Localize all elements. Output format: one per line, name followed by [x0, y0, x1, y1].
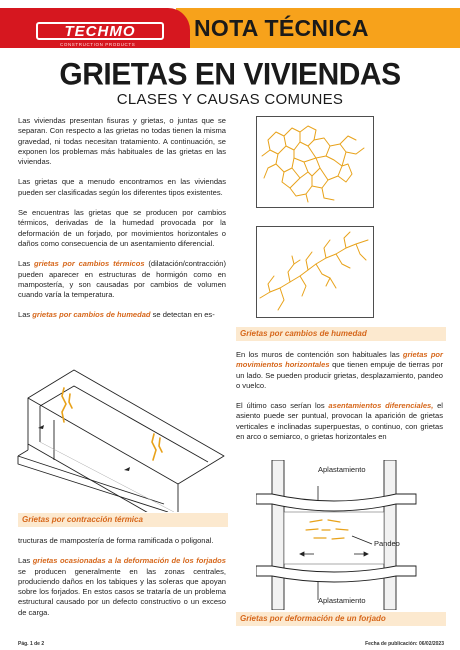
paragraph-intro: Las viviendas presentan fisuras y grietas, o juntas que se separan. Con respecto a las grietas no todas tienen la misma gravedad, ni todas necesitan tratamiento. A continuación, se exponen los problemas más habituales de las grietas en las viviendas. — [18, 116, 226, 167]
left-column-continued — [18, 536, 226, 628]
label-crushing-top: Aplastamiento — [318, 465, 366, 474]
page-subtitle: CLASES Y CAUSAS COMUNES — [116, 91, 344, 108]
header-band — [176, 8, 460, 48]
text-run: En los muros de contención son habituales las — [236, 350, 403, 359]
text-run: Las — [18, 310, 33, 320]
logo-tagline: CONSTRUCTION PRODUCTS — [60, 42, 136, 47]
paragraph-humidity — [18, 310, 226, 320]
logo-text: TECHMO — [64, 22, 136, 40]
text-run: (dilatación/contracción) pueden aparecer en estructuras de hormigón como en mampostería, y son causadas por cambios de volumen cuando varía la temperatura. — [18, 259, 226, 300]
caption-slab: Grietas por deformación de un forjado — [236, 612, 446, 626]
emphasis-thermal: grietas por cambios térmicos — [34, 259, 145, 269]
header — [0, 0, 460, 50]
label-buckling: Pandeo — [374, 539, 400, 548]
paragraph-causes: Se encuentras las grietas que se producen por cambios térmicos, derivadas de la humedad provocada por la deformación de un forjado, por movimientos horizontales o daños como consecuencia de un asentamiento diferencial. — [18, 208, 226, 248]
paragraph-thermal — [18, 259, 226, 300]
emphasis-deformation: grietas ocasionadas a la deformación de los forjados — [32, 556, 226, 566]
figure-polygonal-cracks — [256, 116, 374, 208]
paragraph-settlement — [236, 401, 443, 442]
paragraph-classification: Las grietas que a menudo encontramos en las viviendas pueden ser clasificadas según los diferentes tipos existentes. — [18, 177, 226, 197]
emphasis-humidity: grietas por cambios de humedad — [32, 310, 151, 320]
paragraph-horizontal — [236, 350, 443, 391]
page-title: GRIETAS EN VIVIENDAS — [59, 57, 401, 92]
left-column — [18, 116, 226, 331]
right-column — [236, 350, 443, 452]
text-run: el asiento puede ser puntual, provocan la aparición de grietas verticales e inclinadas superpuestas, o continuo, con grietas en arco o semiarco, o grietas horizontales en — [236, 401, 443, 442]
text-run: El último caso serían los — [236, 401, 329, 411]
figure-branched-cracks — [256, 226, 374, 318]
text-run: se producen generalmente en las zonas centrales, produciendo daños en los tabiques y las soleras que apoyan sobre los forjados. En estos casos se trataría de un problema estructural causado por un defecto constructivo o un exceso de carga. — [18, 566, 226, 617]
paragraph-masonry: tructuras de mampostería de forma ramificada o poligonal. — [18, 536, 214, 545]
label-crushing-bottom: Aplastamiento — [318, 596, 366, 605]
techmo-logo — [0, 8, 190, 48]
page-number: Pág. 1 de 2 — [18, 641, 45, 647]
figure-thermal-wall — [14, 360, 228, 512]
figure-slab-deformation — [256, 460, 446, 610]
logo-frame — [36, 22, 164, 40]
text-run: se detectan en es- — [150, 310, 215, 320]
caption-thermal: Grietas por contracción térmica — [18, 513, 228, 527]
publication-date: Fecha de publicación: 06/02/2023 — [365, 641, 444, 647]
caption-humidity: Grietas por cambios de humedad — [236, 327, 446, 341]
text-run: Las — [18, 259, 35, 269]
emphasis-settlement: asentamientos diferenciales, — [328, 401, 434, 411]
text-run: Las — [18, 556, 33, 566]
text-run: que tienen empuje de tierras por un lado. Se pueden producir grietas, desplazamiento, pandeo o vuelco. — [236, 360, 443, 390]
paragraph-deformation — [18, 556, 226, 618]
section-title: NOTA TÉCNICA — [194, 14, 369, 41]
emphasis-horizontal: grietas por movimientos horizontales — [236, 350, 443, 370]
